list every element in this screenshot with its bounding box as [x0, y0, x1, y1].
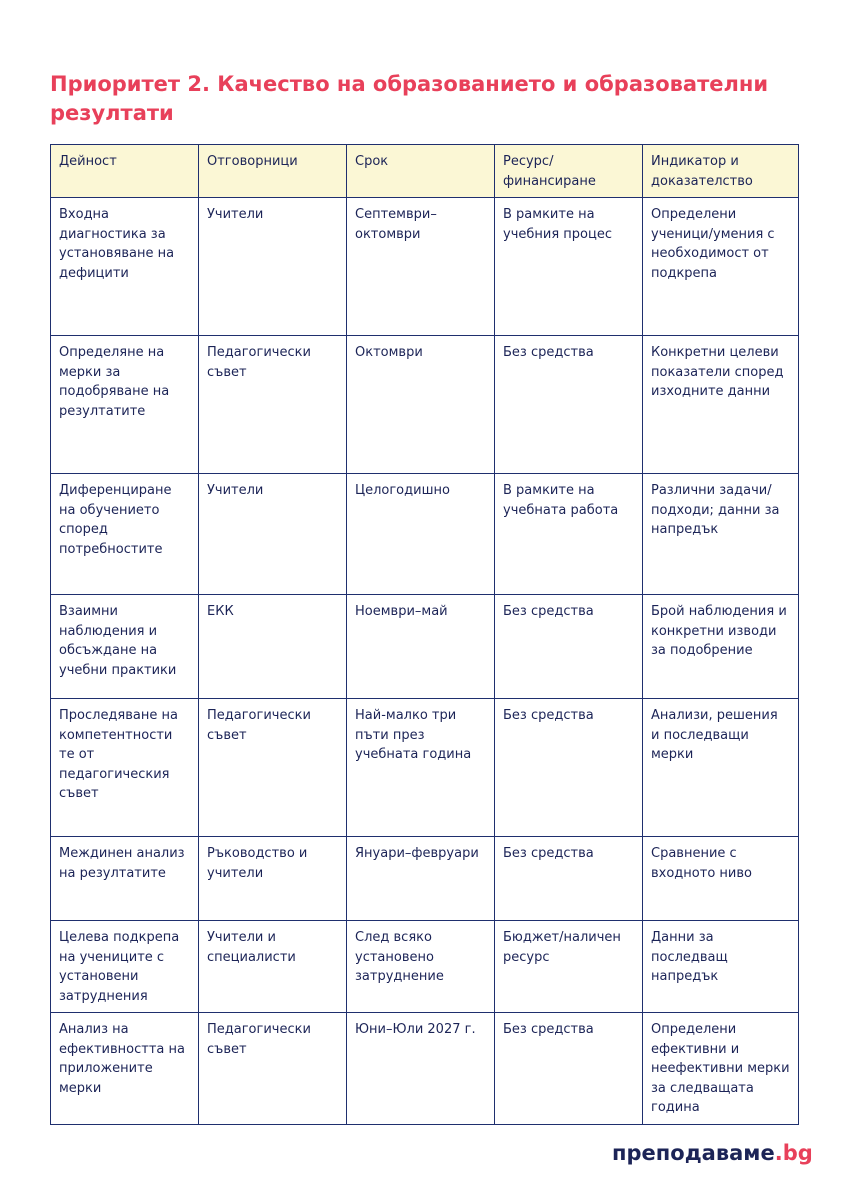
cell-responsible: Учители [199, 474, 347, 595]
cell-indicator: Данни за последващ напредък [643, 921, 799, 1013]
cell-deadline: След всяко установено затруднение [347, 921, 495, 1013]
cell-deadline: Целогодишно [347, 474, 495, 595]
cell-activity: Диференциране на обучението според потребностите [51, 474, 199, 595]
logo-tld: bg [782, 1141, 813, 1165]
priority-table [50, 144, 799, 1125]
table-row [51, 921, 799, 1013]
cell-activity: Проследяване на компетентности те от педагогическия съвет [51, 699, 199, 837]
cell-resource: Без средства [495, 699, 643, 837]
table-row [51, 837, 799, 921]
table-row [51, 336, 799, 474]
cell-deadline: Септември–октомври [347, 198, 495, 336]
cell-activity: Определяне на мерки за подобряване на резултатите [51, 336, 199, 474]
column-header-resource: Ресурс/ финансиране [495, 145, 643, 198]
cell-resource: Бюджет/наличен ресурс [495, 921, 643, 1013]
site-logo [612, 1141, 813, 1165]
cell-resource: Без средства [495, 336, 643, 474]
table-row [51, 1013, 799, 1125]
cell-resource: Без средства [495, 595, 643, 699]
cell-activity: Анализ на ефективността на приложените мерки [51, 1013, 199, 1125]
cell-indicator: Конкретни целеви показатели според изходните данни [643, 336, 799, 474]
page-title: Приоритет 2. Качество на образованието и образователни резултати [50, 72, 769, 125]
cell-deadline: Октомври [347, 336, 495, 474]
cell-indicator: Определени ефективни и неефективни мерки за следващата година [643, 1013, 799, 1125]
cell-resource: В рамките на учебната работа [495, 474, 643, 595]
cell-deadline: Най-малко три пъти през учебната година [347, 699, 495, 837]
cell-deadline: Януари–февруари [347, 837, 495, 921]
cell-activity: Целева подкрепа на учениците с установени затруднения [51, 921, 199, 1013]
cell-indicator: Анализи, решения и последващи мерки [643, 699, 799, 837]
table-row [51, 198, 799, 336]
cell-responsible: Педагогически съвет [199, 699, 347, 837]
cell-resource: Без средства [495, 1013, 643, 1125]
logo-dot: . [774, 1141, 783, 1165]
column-header-activity: Дейност [51, 145, 199, 198]
cell-activity: Взаимни наблюдения и обсъждане на учебни практики [51, 595, 199, 699]
cell-resource: Без средства [495, 837, 643, 921]
cell-deadline: Ноември–май [347, 595, 495, 699]
cell-responsible: Педагогически съвет [199, 336, 347, 474]
cell-activity: Междинен анализ на резултатите [51, 837, 199, 921]
cell-indicator: Определени ученици/умения с необходимост от подкрепа [643, 198, 799, 336]
cell-deadline: Юни–Юли 2027 г. [347, 1013, 495, 1125]
cell-activity: Входна диагностика за установяване на дефицити [51, 198, 199, 336]
cell-responsible: ЕКК [199, 595, 347, 699]
column-header-indicator: Индикатор и доказателство [643, 145, 799, 198]
cell-responsible: Учители и специалисти [199, 921, 347, 1013]
column-header-responsible: Отговорници [199, 145, 347, 198]
table-row [51, 699, 799, 837]
table-row [51, 474, 799, 595]
cell-responsible: Ръководство и учители [199, 837, 347, 921]
cell-indicator: Сравнение с входното ниво [643, 837, 799, 921]
table-header-row [51, 145, 799, 198]
cell-resource: В рамките на учебния процес [495, 198, 643, 336]
cell-responsible: Учители [199, 198, 347, 336]
cell-indicator: Брой наблюдения и конкретни изводи за подобрение [643, 595, 799, 699]
cell-responsible: Педагогически съвет [199, 1013, 347, 1125]
table-row [51, 595, 799, 699]
column-header-deadline: Срок [347, 145, 495, 198]
cell-indicator: Различни задачи/ подходи; данни за напредък [643, 474, 799, 595]
logo-text: преподаваме [612, 1141, 775, 1165]
